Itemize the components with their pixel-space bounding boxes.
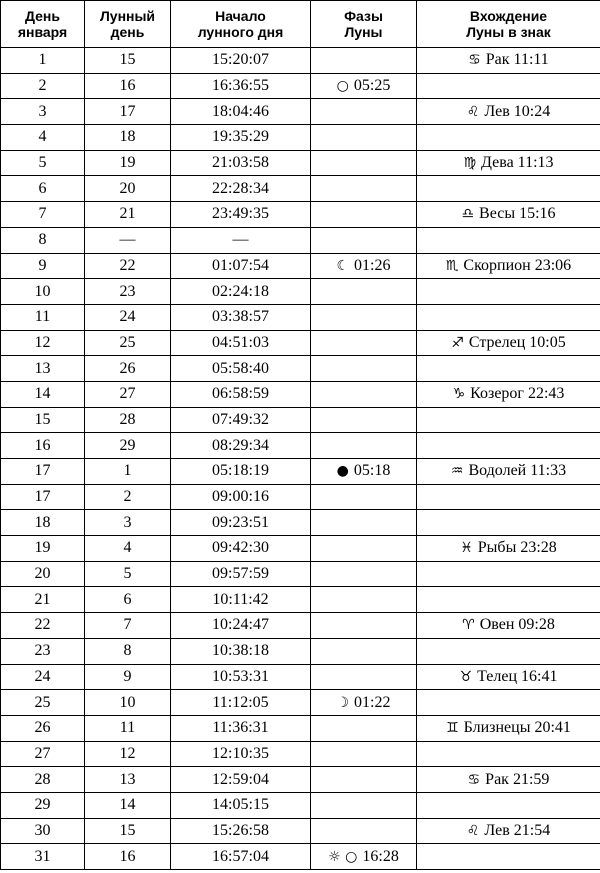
- day-cell: 6: [1, 176, 85, 202]
- phase-cell: [311, 150, 417, 176]
- day-cell: 2: [1, 73, 85, 99]
- day-cell: 25: [1, 690, 85, 716]
- lunar-day-cell: 2: [85, 484, 171, 510]
- lunar-day-cell: 29: [85, 433, 171, 459]
- sign-cell: [417, 356, 600, 382]
- lunar-day-cell: 18: [85, 125, 171, 151]
- zodiac-sign-icon: ♌: [466, 103, 480, 120]
- phase-cell: [311, 792, 417, 818]
- moon-phase-icon: ○: [336, 78, 349, 95]
- lunar-day-cell: 12: [85, 741, 171, 767]
- zodiac-sign-icon: ♈: [462, 617, 475, 634]
- phase-cell: [311, 638, 417, 664]
- phase-cell: [311, 664, 417, 690]
- zodiac-sign-icon: ♊: [446, 720, 459, 737]
- phase-cell: [311, 433, 417, 459]
- start-time-cell: 21:03:58: [171, 150, 311, 176]
- table-row: [1, 99, 600, 125]
- zodiac-sign-icon: ♏: [445, 257, 459, 274]
- sign-entry-text: Дева 11:13: [481, 154, 554, 172]
- start-time-cell: 03:38:57: [171, 304, 311, 330]
- phase-cell: [311, 125, 417, 151]
- day-cell: 9: [1, 253, 85, 279]
- sign-cell: [417, 638, 600, 664]
- lunar-day-cell: 22: [85, 253, 171, 279]
- phase-time: 05:25: [353, 77, 391, 95]
- phase-time: 16:28: [362, 847, 399, 865]
- start-time-cell: 11:12:05: [171, 690, 311, 716]
- lunar-day-cell: 23: [85, 279, 171, 305]
- sign-cell: [417, 279, 600, 305]
- sign-cell: [417, 844, 600, 870]
- sign-cell: [417, 407, 600, 433]
- phase-cell: [311, 407, 417, 433]
- phase-cell: [311, 613, 417, 639]
- sign-cell: [417, 381, 600, 407]
- table-row: [1, 73, 600, 99]
- table-row: [1, 818, 600, 844]
- sign-cell: [417, 73, 600, 99]
- table-row: [1, 715, 600, 741]
- start-time-cell: 10:11:42: [171, 587, 311, 613]
- zodiac-sign-icon: ♑: [452, 386, 466, 403]
- sign-cell: [417, 433, 600, 459]
- start-time-cell: 09:00:16: [171, 484, 311, 510]
- lunar-day-cell: 27: [85, 381, 171, 407]
- sign-cell: [417, 792, 600, 818]
- sign-cell: [417, 715, 600, 741]
- sign-cell: [417, 587, 600, 613]
- header-lunar-day-line1: Лунный: [99, 8, 156, 24]
- lunar-day-cell: —: [85, 227, 171, 253]
- day-cell: 27: [1, 741, 85, 767]
- phase-time: 01:26: [354, 256, 391, 274]
- table-row: [1, 304, 600, 330]
- day-cell: 15: [1, 407, 85, 433]
- table-row: [1, 176, 600, 202]
- phase-time: 05:18: [353, 462, 391, 480]
- table-row: [1, 150, 600, 176]
- sign-cell: [417, 202, 600, 228]
- sign-cell: [417, 304, 600, 330]
- start-time-cell: 10:53:31: [171, 664, 311, 690]
- table-row: [1, 638, 600, 664]
- lunar-day-cell: 13: [85, 767, 171, 793]
- lunar-day-cell: 10: [85, 690, 171, 716]
- start-time-cell: 02:24:18: [171, 279, 311, 305]
- moon-phase-icon: ☾: [336, 257, 350, 274]
- day-cell: 1: [1, 48, 85, 74]
- lunar-day-cell: 8: [85, 638, 171, 664]
- start-time-cell: 12:10:35: [171, 741, 311, 767]
- table-row: [1, 613, 600, 639]
- phase-cell: [311, 381, 417, 407]
- lunar-day-cell: 19: [85, 150, 171, 176]
- sign-entry-text: Лев 10:24: [484, 102, 551, 120]
- day-cell: 11: [1, 304, 85, 330]
- lunar-day-cell: 15: [85, 48, 171, 74]
- lunar-day-cell: 4: [85, 536, 171, 562]
- table-row: [1, 459, 600, 485]
- sign-entry-text: Рыбы 23:28: [477, 539, 557, 557]
- lunar-day-cell: 20: [85, 176, 171, 202]
- header-phase-line1: Фазы: [344, 8, 383, 24]
- sign-cell: [417, 176, 600, 202]
- sign-cell: [417, 741, 600, 767]
- day-cell: 5: [1, 150, 85, 176]
- sign-entry-text: Близнецы 20:41: [463, 719, 571, 737]
- start-time-cell: 08:29:34: [171, 433, 311, 459]
- start-time-cell: 01:07:54: [171, 253, 311, 279]
- header-start-line2: лунного дня: [197, 24, 284, 40]
- sign-cell: [417, 99, 600, 125]
- phase-cell: [311, 202, 417, 228]
- table-row: [1, 433, 600, 459]
- day-cell: 18: [1, 510, 85, 536]
- zodiac-sign-icon: ♋: [468, 52, 481, 69]
- header-phase: [311, 1, 417, 48]
- phase-cell: [311, 741, 417, 767]
- sign-cell: [417, 561, 600, 587]
- start-time-cell: 11:36:31: [171, 715, 311, 741]
- table-row: [1, 48, 600, 74]
- phase-cell: [311, 459, 417, 485]
- phase-cell: [311, 536, 417, 562]
- day-cell: 28: [1, 767, 85, 793]
- header-phase-line2: Луны: [344, 24, 383, 40]
- sign-cell: [417, 767, 600, 793]
- sign-cell: [417, 125, 600, 151]
- lunar-day-cell: 11: [85, 715, 171, 741]
- lunar-day-cell: 7: [85, 613, 171, 639]
- lunar-day-cell: 17: [85, 99, 171, 125]
- day-cell: 23: [1, 638, 85, 664]
- lunar-day-cell: 28: [85, 407, 171, 433]
- header-sign-line2: Луны в знак: [466, 24, 551, 40]
- start-time-cell: 16:57:04: [171, 844, 311, 870]
- start-time-cell: 16:36:55: [171, 73, 311, 99]
- zodiac-sign-icon: ♎: [461, 206, 475, 223]
- sign-entry-text: Овен 09:28: [479, 616, 555, 634]
- start-time-cell: 19:35:29: [171, 125, 311, 151]
- table-row: [1, 253, 600, 279]
- sign-entry-text: Водолей 11:33: [468, 462, 567, 480]
- sign-cell: [417, 510, 600, 536]
- start-time-cell: 18:04:46: [171, 99, 311, 125]
- phase-cell: [311, 356, 417, 382]
- lunar-day-cell: 5: [85, 561, 171, 587]
- table-body: [1, 48, 600, 870]
- day-cell: 30: [1, 818, 85, 844]
- start-time-cell: 12:59:04: [171, 767, 311, 793]
- phase-cell: [311, 48, 417, 74]
- start-time-cell: 23:49:35: [171, 202, 311, 228]
- phase-cell: [311, 818, 417, 844]
- zodiac-sign-icon: ♓: [460, 540, 473, 557]
- phase-cell: [311, 844, 417, 870]
- lunar-day-cell: 16: [85, 844, 171, 870]
- sign-entry-text: Стрелец 10:05: [468, 333, 566, 351]
- lunar-day-cell: 26: [85, 356, 171, 382]
- sign-cell: [417, 818, 600, 844]
- table-row: [1, 510, 600, 536]
- start-time-cell: 04:51:03: [171, 330, 311, 356]
- sign-entry-text: Козерог 22:43: [470, 385, 565, 403]
- header-day: [1, 1, 85, 48]
- header-sign-line1: Вхождение: [469, 8, 548, 24]
- sign-entry-text: Рак 21:59: [485, 770, 550, 788]
- start-time-cell: 10:24:47: [171, 613, 311, 639]
- header-lunar-day-line2: день: [110, 24, 145, 40]
- header-row: [1, 1, 600, 48]
- start-time-cell: 22:28:34: [171, 176, 311, 202]
- table-row: [1, 125, 600, 151]
- phase-cell: [311, 587, 417, 613]
- day-cell: 24: [1, 664, 85, 690]
- sign-cell: [417, 613, 600, 639]
- table-row: [1, 330, 600, 356]
- phase-cell: [311, 510, 417, 536]
- day-cell: 10: [1, 279, 85, 305]
- lunar-day-cell: 6: [85, 587, 171, 613]
- phase-cell: [311, 253, 417, 279]
- start-time-cell: 15:20:07: [171, 48, 311, 74]
- sign-entry-text: Рак 11:11: [485, 51, 549, 69]
- sign-cell: [417, 227, 600, 253]
- header-day-line1: День: [25, 8, 60, 24]
- table-row: [1, 536, 600, 562]
- start-time-cell: —: [171, 227, 311, 253]
- start-time-cell: 09:57:59: [171, 561, 311, 587]
- phase-cell: [311, 561, 417, 587]
- phase-cell: [311, 99, 417, 125]
- start-time-cell: 10:38:18: [171, 638, 311, 664]
- table-row: [1, 381, 600, 407]
- sign-cell: [417, 484, 600, 510]
- day-cell: 20: [1, 561, 85, 587]
- sign-entry-text: Лев 21:54: [484, 821, 551, 839]
- day-cell: 19: [1, 536, 85, 562]
- day-cell: 31: [1, 844, 85, 870]
- phase-cell: [311, 176, 417, 202]
- lunar-day-cell: 9: [85, 664, 171, 690]
- start-time-cell: 06:58:59: [171, 381, 311, 407]
- sign-cell: [417, 150, 600, 176]
- start-time-cell: 14:05:15: [171, 792, 311, 818]
- phase-cell: [311, 227, 417, 253]
- zodiac-sign-icon: ♉: [459, 668, 473, 685]
- day-cell: 17: [1, 484, 85, 510]
- sign-cell: [417, 330, 600, 356]
- sign-cell: [417, 253, 600, 279]
- table-header: [1, 1, 600, 48]
- lunar-day-cell: 16: [85, 73, 171, 99]
- day-cell: 16: [1, 433, 85, 459]
- lunar-day-cell: 14: [85, 792, 171, 818]
- sign-entry-text: Весы 15:16: [479, 205, 556, 223]
- table-row: [1, 484, 600, 510]
- day-cell: 22: [1, 613, 85, 639]
- table-row: [1, 844, 600, 870]
- day-cell: 29: [1, 792, 85, 818]
- table-row: [1, 690, 600, 716]
- start-time-cell: 09:23:51: [171, 510, 311, 536]
- day-cell: 12: [1, 330, 85, 356]
- table-row: [1, 407, 600, 433]
- phase-cell: [311, 690, 417, 716]
- day-cell: 7: [1, 202, 85, 228]
- lunar-day-cell: 15: [85, 818, 171, 844]
- header-start-line1: Начало: [215, 8, 266, 24]
- start-time-cell: 05:58:40: [171, 356, 311, 382]
- table-row: [1, 664, 600, 690]
- sign-entry-text: Скорпион 23:06: [463, 256, 572, 274]
- day-cell: 17: [1, 459, 85, 485]
- phase-cell: [311, 330, 417, 356]
- sign-cell: [417, 459, 600, 485]
- phase-cell: [311, 484, 417, 510]
- sign-cell: [417, 690, 600, 716]
- header-start: [171, 1, 311, 48]
- start-time-cell: 09:42:30: [171, 536, 311, 562]
- sign-entry-text: Телец 16:41: [477, 667, 558, 685]
- lunar-day-cell: 25: [85, 330, 171, 356]
- table-row: [1, 767, 600, 793]
- moon-phase-icon: ☽: [336, 694, 350, 711]
- table-row: [1, 587, 600, 613]
- zodiac-sign-icon: ♒: [450, 463, 464, 480]
- header-day-line2: января: [17, 24, 68, 40]
- phase-cell: [311, 304, 417, 330]
- table-row: [1, 792, 600, 818]
- phase-time: 01:22: [354, 693, 391, 711]
- sign-cell: [417, 48, 600, 74]
- table-row: [1, 561, 600, 587]
- phase-cell: [311, 715, 417, 741]
- header-lunar-day: [85, 1, 171, 48]
- table-row: [1, 356, 600, 382]
- start-time-cell: 05:18:19: [171, 459, 311, 485]
- day-cell: 13: [1, 356, 85, 382]
- zodiac-sign-icon: ♋: [467, 771, 481, 788]
- table-row: [1, 227, 600, 253]
- table-row: [1, 202, 600, 228]
- lunar-day-cell: 1: [85, 459, 171, 485]
- sign-cell: [417, 536, 600, 562]
- day-cell: 4: [1, 125, 85, 151]
- phase-cell: [311, 767, 417, 793]
- sign-cell: [417, 664, 600, 690]
- day-cell: 21: [1, 587, 85, 613]
- phase-cell: [311, 73, 417, 99]
- day-cell: 14: [1, 381, 85, 407]
- phase-cell: [311, 279, 417, 305]
- table-row: [1, 741, 600, 767]
- table-row: [1, 279, 600, 305]
- header-sign: [417, 1, 600, 48]
- lunar-day-cell: 21: [85, 202, 171, 228]
- lunar-day-cell: 24: [85, 304, 171, 330]
- start-time-cell: 15:26:58: [171, 818, 311, 844]
- zodiac-sign-icon: ♌: [466, 822, 480, 839]
- lunar-day-cell: 3: [85, 510, 171, 536]
- day-cell: 8: [1, 227, 85, 253]
- zodiac-sign-icon: ♍: [463, 155, 477, 172]
- moon-phase-icon: ●: [336, 463, 349, 480]
- moon-phase-icon: ☼ ○: [328, 848, 358, 865]
- start-time-cell: 07:49:32: [171, 407, 311, 433]
- day-cell: 26: [1, 715, 85, 741]
- zodiac-sign-icon: ♐: [451, 334, 464, 351]
- day-cell: 3: [1, 99, 85, 125]
